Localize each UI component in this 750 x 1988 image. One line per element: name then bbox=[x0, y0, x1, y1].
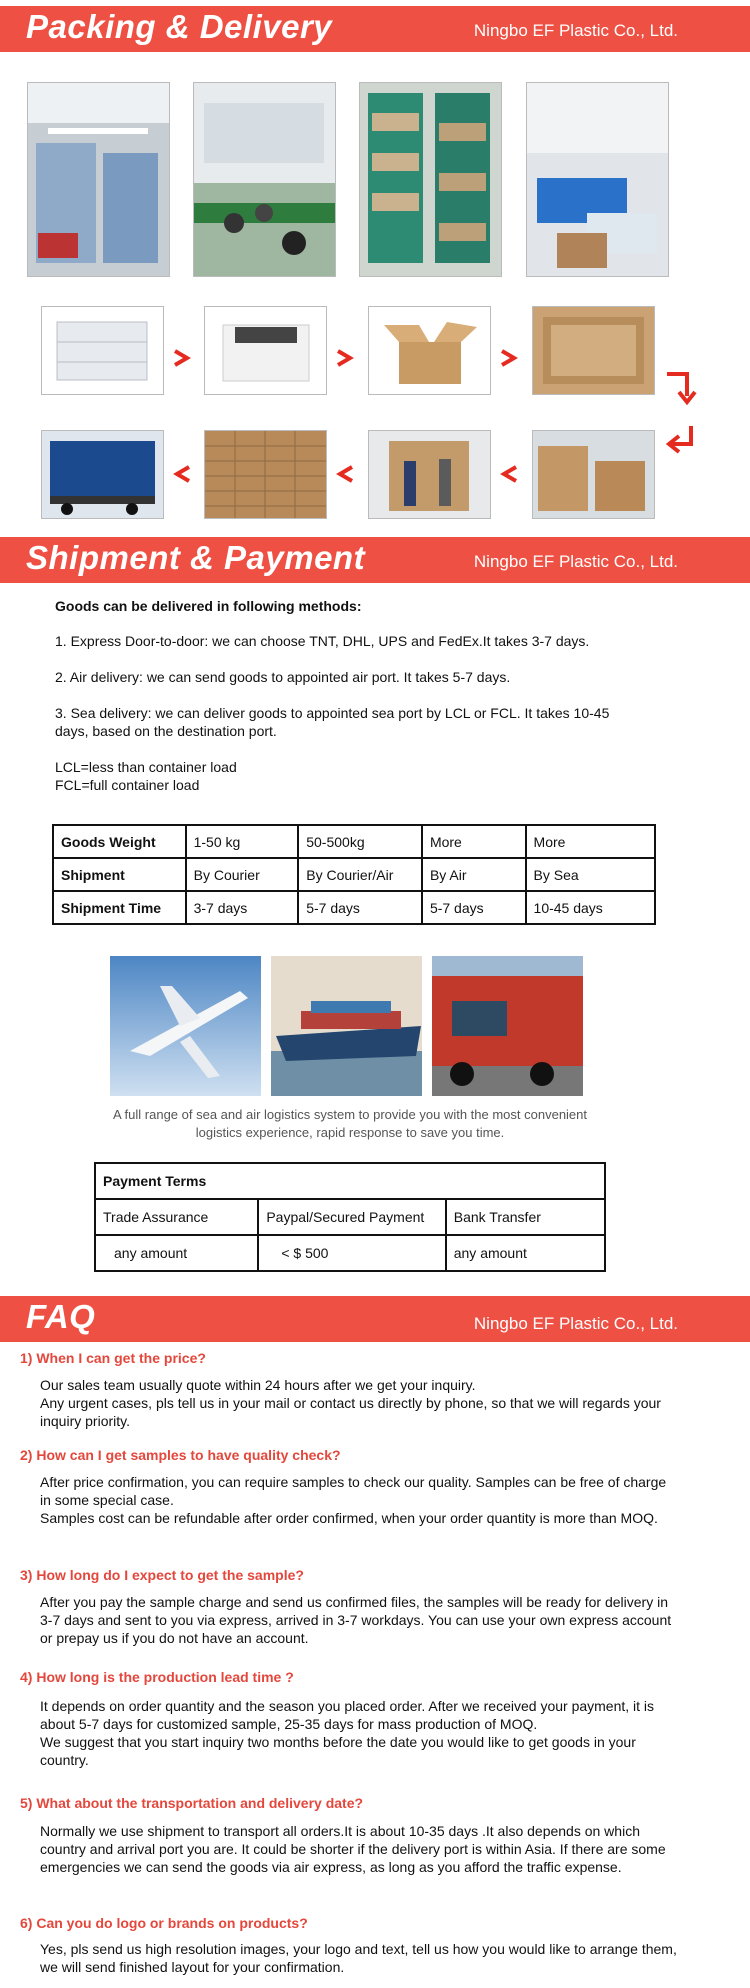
table-cell: 5-7 days bbox=[422, 891, 526, 924]
table-cell: Paypal/Secured Payment bbox=[258, 1199, 445, 1235]
arrow-turn-down-icon bbox=[665, 370, 697, 406]
lcl-definition: LCL=less than container load bbox=[55, 759, 237, 775]
company-name: Ningbo EF Plastic Co., Ltd. bbox=[473, 552, 678, 571]
storage-bins-photo bbox=[526, 82, 669, 277]
packing-banner bbox=[0, 6, 750, 52]
workers-loading-container-photo bbox=[368, 430, 491, 519]
open-carton-photo bbox=[368, 306, 491, 395]
table-row bbox=[95, 1163, 605, 1199]
faq-answer: Normally we use shipment to transport all orders.It is about 10-35 days .It also depends on which country and arrival port you are. It could be shorter if the delivery port is within Asia. If there are some emergencies we can send the goods via air express, as long as you afford the traffic expense. bbox=[40, 1823, 666, 1875]
faq-question: 2) How can I get samples to have quality check? bbox=[20, 1447, 341, 1463]
table-cell: By Courier bbox=[186, 858, 299, 891]
section-title: Shipment & Payment bbox=[26, 539, 366, 576]
table-cell: Shipment bbox=[53, 858, 186, 891]
faq-question: 6) Can you do logo or brands on products? bbox=[20, 1915, 308, 1931]
arrow-turn-left-icon bbox=[665, 424, 697, 454]
delivery-method-sea: 3. Sea delivery: we can deliver goods to appointed sea port by LCL or FCL. It takes 10-45 days, based on the destination port. bbox=[55, 705, 610, 739]
shipping-container-truck-photo bbox=[41, 430, 164, 519]
acrylic-drawer-product-photo bbox=[41, 306, 164, 395]
fcl-definition: FCL=full container load bbox=[55, 777, 200, 793]
table-cell: Shipment Time bbox=[53, 891, 186, 924]
faq-answer: It depends on order quantity and the season you placed order. After we received your payment, it is about 5-7 days for customized sample, 25-35 days for mass production of MOQ. We suggest that you start inquiry two months before the date you would like to get goods in your country. bbox=[40, 1698, 655, 1768]
airplane-photo bbox=[110, 956, 261, 1096]
faq-answer: Our sales team usually quote within 24 hours after we get your inquiry. Any urgent cases, pls tell us in your mail or contact us directly by phone, so that we will regards your inquiry priority. bbox=[40, 1377, 661, 1429]
table-row bbox=[95, 1199, 605, 1235]
table-cell: By Air bbox=[422, 858, 526, 891]
table-cell: 3-7 days bbox=[186, 891, 299, 924]
arrow-right-icon bbox=[171, 348, 195, 368]
table-row bbox=[53, 858, 655, 891]
company-name: Ningbo EF Plastic Co., Ltd. bbox=[473, 1314, 678, 1333]
assembly-line-photo bbox=[193, 82, 336, 277]
red-truck-photo bbox=[432, 956, 583, 1096]
table-cell: Trade Assurance bbox=[95, 1199, 258, 1235]
table-cell: 5-7 days bbox=[298, 891, 422, 924]
table-cell: 1-50 kg bbox=[186, 825, 299, 858]
arrow-left-icon bbox=[334, 464, 358, 484]
faq-question: 5) What about the transportation and delivery date? bbox=[20, 1795, 364, 1811]
factory-floor-photo bbox=[27, 82, 170, 277]
section-title: FAQ bbox=[26, 1298, 96, 1335]
delivery-method-air: 2. Air delivery: we can send goods to appointed air port. It takes 5-7 days. bbox=[55, 669, 511, 685]
table-cell: Bank Transfer bbox=[446, 1199, 605, 1235]
faq-question: 1) When I can get the price? bbox=[20, 1350, 206, 1366]
carton-pallets-photo bbox=[532, 430, 655, 519]
warehouse-racks-photo bbox=[359, 82, 502, 277]
table-cell: By Courier/Air bbox=[298, 858, 422, 891]
delivery-method-express: 1. Express Door-to-door: we can choose TNT, DHL, UPS and FedEx.It takes 3-7 days. bbox=[55, 633, 590, 649]
table-cell: any amount bbox=[95, 1235, 258, 1271]
table-row bbox=[53, 891, 655, 924]
section-title: Packing & Delivery bbox=[26, 8, 333, 45]
arrow-left-icon bbox=[498, 464, 522, 484]
table-cell: any amount bbox=[446, 1235, 605, 1271]
logistics-caption: A full range of sea and air logistics system to provide you with the most convenient logistics experience, rapid response to save you time. bbox=[112, 1107, 588, 1140]
faq-answer: Yes, pls send us high resolution images, your logo and text, tell us how you would like to arrange them, we will send finished layout for your confirmation. bbox=[40, 1941, 677, 1975]
arrow-right-icon bbox=[498, 348, 522, 368]
table-row bbox=[53, 825, 655, 858]
stacked-cartons-photo bbox=[204, 430, 327, 519]
payment-terms-table bbox=[94, 1162, 606, 1272]
table-cell: By Sea bbox=[526, 858, 655, 891]
company-name: Ningbo EF Plastic Co., Ltd. bbox=[473, 21, 678, 40]
foam-box-photo bbox=[204, 306, 327, 395]
table-cell: < $ 500 bbox=[258, 1235, 445, 1271]
faq-answer: After you pay the sample charge and send us confirmed files, the samples will be ready for delivery in 3-7 days and sent to you via express, arrived in 3-7 workdays. You can use your own express account or prepay us if you do not have an account. bbox=[40, 1594, 672, 1646]
faq-question: 4) How long is the production lead time ? bbox=[20, 1669, 294, 1685]
arrow-left-icon bbox=[171, 464, 195, 484]
table-cell: Goods Weight bbox=[53, 825, 186, 858]
arrow-right-icon bbox=[334, 348, 358, 368]
delivery-intro: Goods can be delivered in following methods: bbox=[55, 598, 362, 614]
table-cell: 10-45 days bbox=[526, 891, 655, 924]
table-cell: More bbox=[526, 825, 655, 858]
faq-banner bbox=[0, 1296, 750, 1342]
empty-carton-photo bbox=[532, 306, 655, 395]
payment-terms-title: Payment Terms bbox=[95, 1163, 605, 1199]
cargo-ship-photo bbox=[271, 956, 422, 1096]
faq-answer: After price confirmation, you can require samples to check our quality. Samples can be free of charge in some special case. Samples cost can be refundable after order confirmed, when your order quantity is more than MOQ. bbox=[40, 1474, 667, 1526]
faq-question: 3) How long do I expect to get the sample? bbox=[20, 1567, 304, 1583]
table-cell: 50-500kg bbox=[298, 825, 422, 858]
table-cell: More bbox=[422, 825, 526, 858]
shipment-banner bbox=[0, 537, 750, 583]
shipping-table bbox=[52, 824, 656, 925]
table-row bbox=[95, 1235, 605, 1271]
